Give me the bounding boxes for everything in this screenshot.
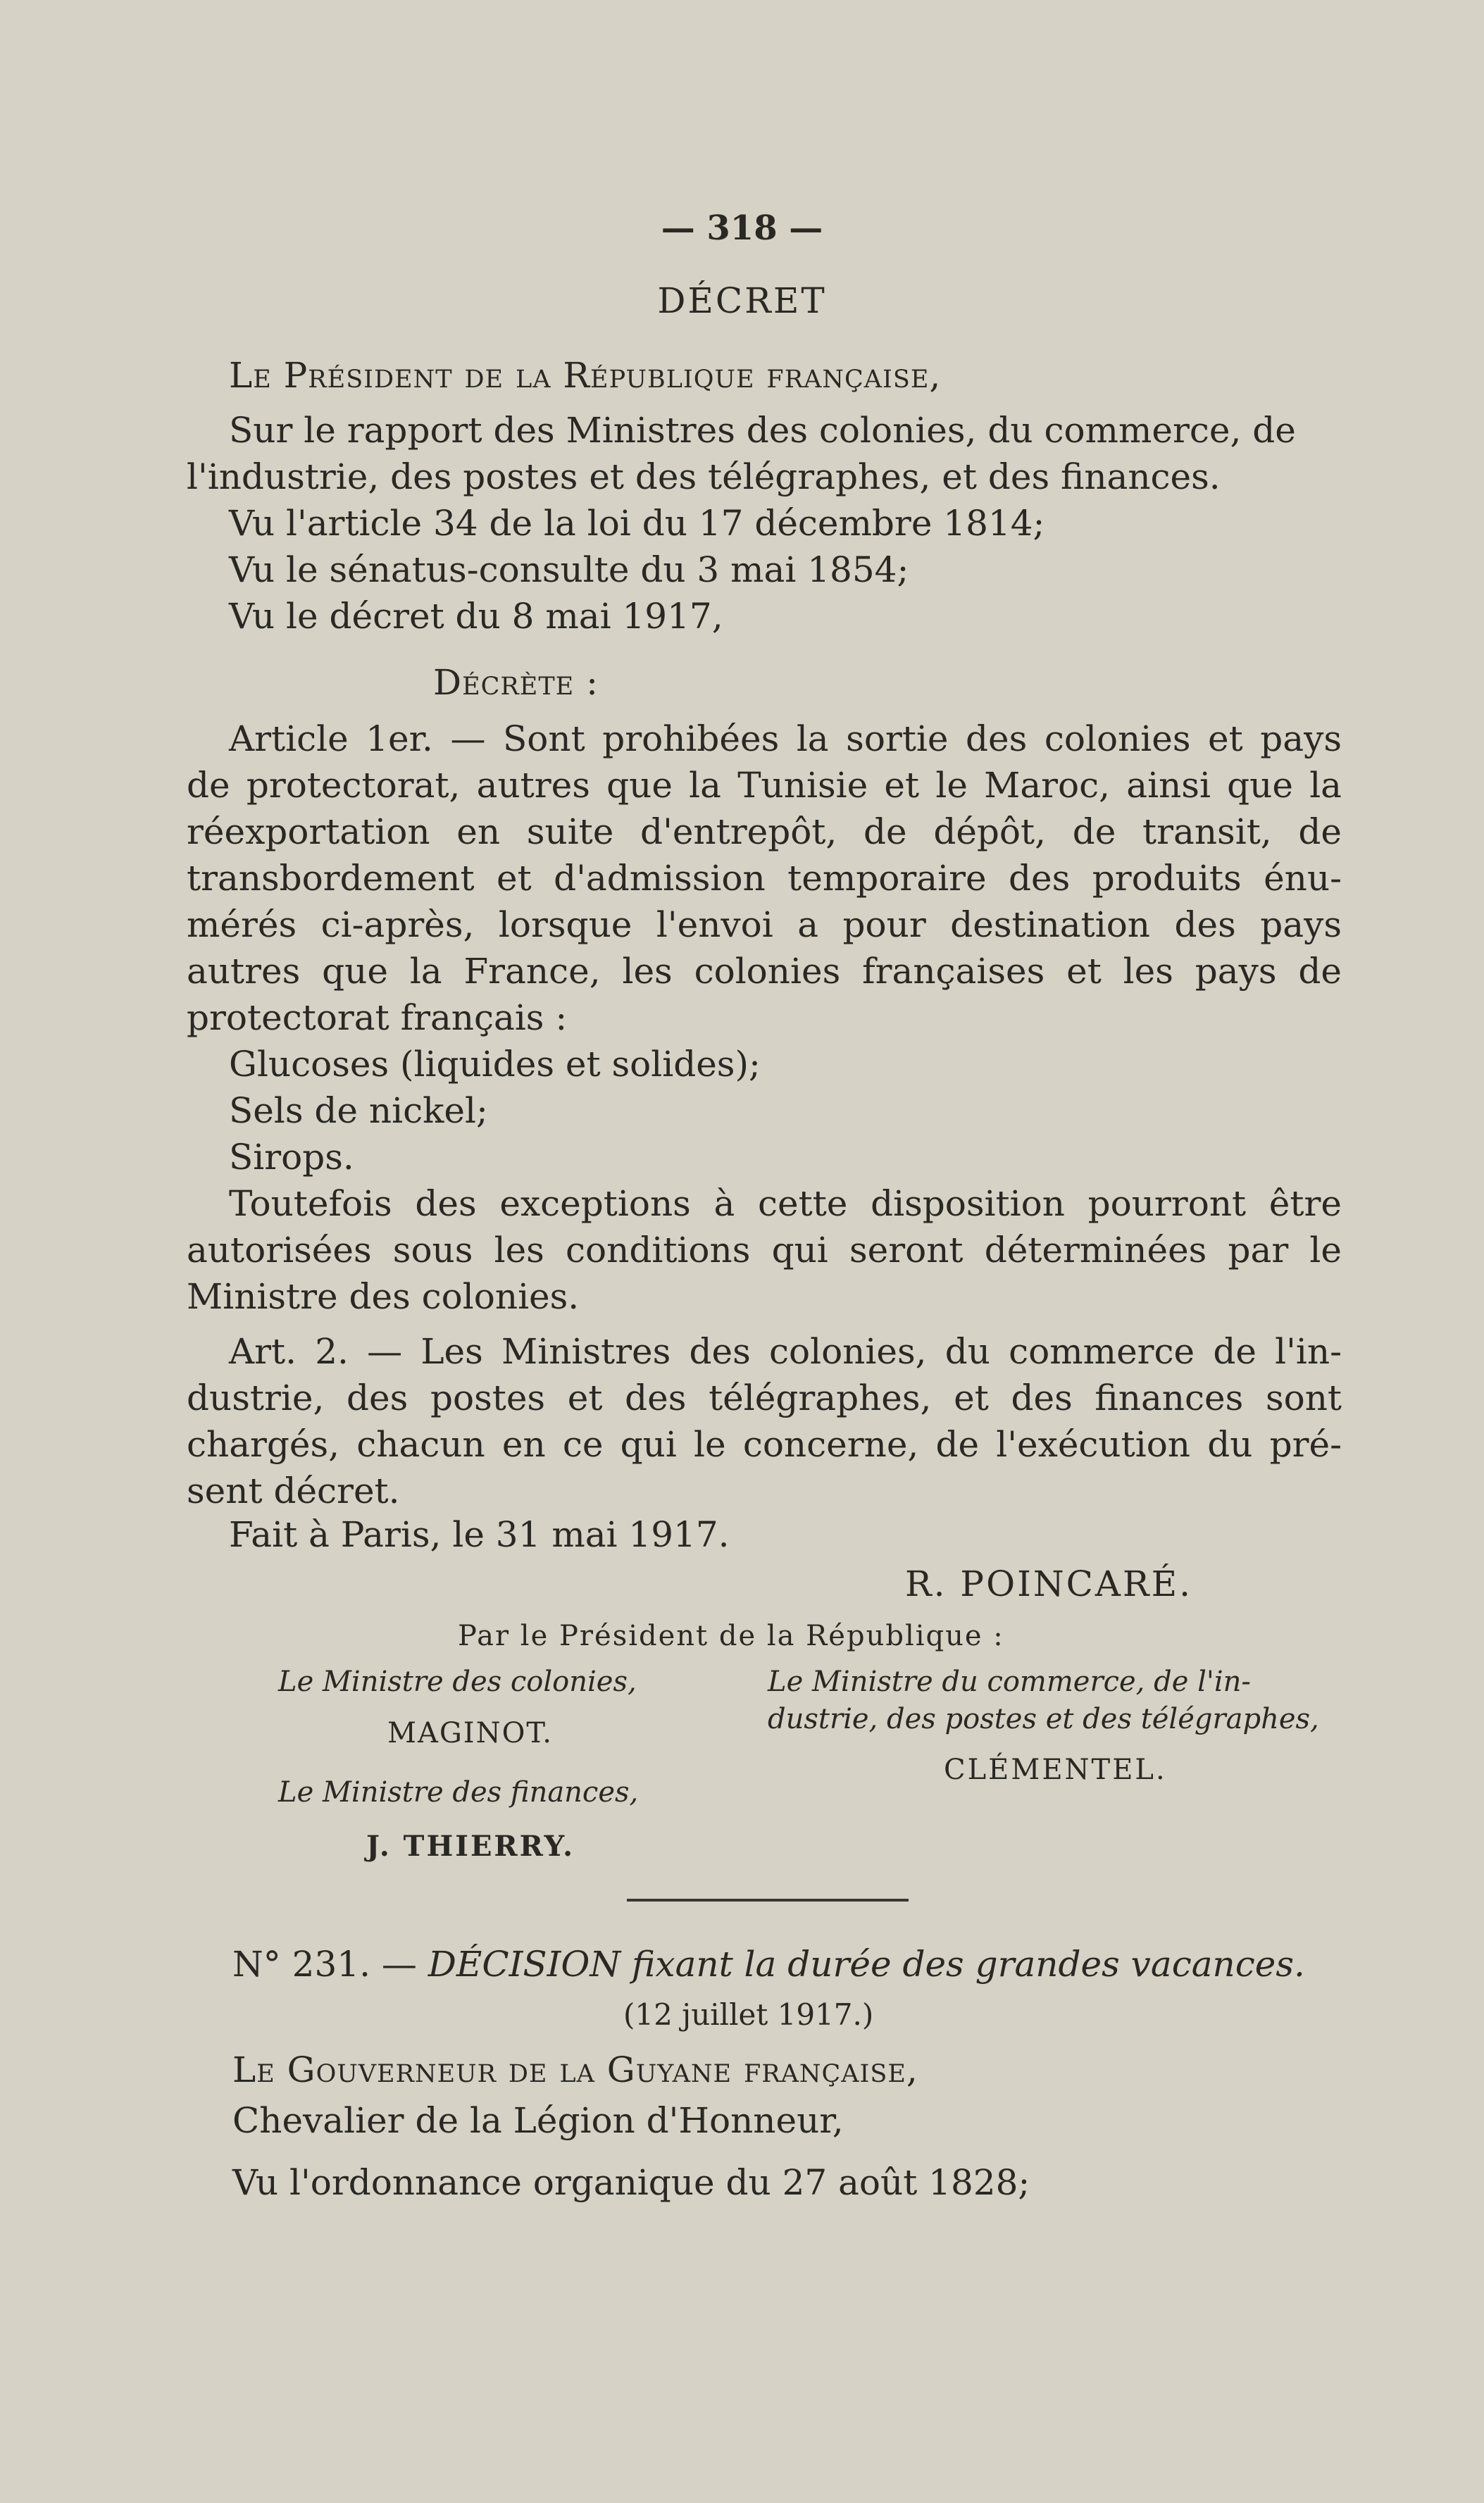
product-item: Sirops.: [229, 1137, 354, 1178]
page-number: — 318 —: [661, 208, 823, 248]
done-at-line: Fait à Paris, le 31 mai 1917.: [229, 1514, 730, 1555]
minister-finances-name: J. THIERRY.: [366, 1830, 575, 1863]
exceptions-line: Toutefois des exceptions à cette disposition pourront être: [229, 1183, 1342, 1224]
countersign-intro: Par le Président de la République :: [458, 1620, 1004, 1652]
decision-heading: [232, 1941, 1305, 1987]
article1-line: protectorat français :: [187, 997, 568, 1038]
decision-vu-ordonnance: Vu l'ordonnance organique du 27 août 1828;: [232, 2162, 1030, 2203]
section-divider: [627, 1899, 909, 1902]
decree-report-line-1: Sur le rapport des Ministres des colonies, du commerce, de: [229, 410, 1296, 451]
article1-line: mérés ci-après, lorsque l'envoi a pour destination des pays: [187, 904, 1342, 945]
minister-colonies-name: MAGINOT.: [387, 1717, 553, 1749]
exceptions-line: autorisées sous les conditions qui seront déterminées par le: [187, 1230, 1342, 1271]
article1-line: réexportation en suite d'entrepôt, de dépôt, de transit, de: [187, 811, 1342, 852]
minister-commerce-title-1: Le Ministre du commerce, de l'in-: [768, 1666, 1251, 1698]
president-signature: R. POINCARÉ.: [905, 1563, 1192, 1604]
decision-chevalier: Chevalier de la Légion d'Honneur,: [232, 2100, 844, 2141]
product-item: Sels de nickel;: [229, 1090, 488, 1131]
decree-vu-decret: Vu le décret du 8 mai 1917,: [229, 596, 723, 637]
minister-finances-title: Le Ministre des finances,: [278, 1776, 639, 1809]
minister-commerce-name: CLÉMENTEL.: [944, 1754, 1167, 1786]
minister-colonies-title: Le Ministre des colonies,: [278, 1666, 637, 1698]
decision-governor: Le Gouverneur de la Guyane française,: [232, 2049, 918, 2090]
decree-report-line-2: l'industrie, des postes et des télégraphes, et des finances.: [187, 456, 1221, 497]
article2-line: Art. 2. — Les Ministres des colonies, du commerce de l'in-: [229, 1331, 1342, 1372]
article2-line: dustrie, des postes et des télégraphes, et des finances sont: [187, 1378, 1342, 1418]
article1-line: Article 1er. — Sont prohibées la sortie des colonies et pays: [229, 718, 1342, 759]
decree-decrete: Décrète :: [433, 662, 599, 703]
decree-president-line: Le Président de la République française,: [229, 355, 942, 396]
decision-number: N° 231. —: [232, 1944, 417, 1985]
decree-vu-article: Vu l'article 34 de la loi du 17 décembre 1814;: [229, 503, 1045, 544]
article2-line: sent décret.: [187, 1471, 400, 1511]
decision-title: DÉCISION fixant la durée des grandes vacances.: [428, 1944, 1305, 1985]
article1-line: transbordement et d'admission temporaire des produits énu-: [187, 858, 1342, 899]
decree-heading: DÉCRET: [657, 280, 827, 321]
article1-line: de protectorat, autres que la Tunisie et le Maroc, ainsi que la: [187, 765, 1342, 806]
exceptions-line: Ministre des colonies.: [187, 1276, 580, 1317]
decree-vu-senatus: Vu le sénatus-consulte du 3 mai 1854;: [229, 549, 909, 590]
minister-commerce-title-2: dustrie, des postes et des télégraphes,: [768, 1703, 1319, 1735]
article1-line: autres que la France, les colonies françaises et les pays de: [187, 951, 1342, 992]
decision-date: (12 juillet 1917.): [623, 1997, 874, 2032]
product-item: Glucoses (liquides et solides);: [229, 1044, 761, 1085]
article2-line: chargés, chacun en ce qui le concerne, de l'exécution du pré-: [187, 1424, 1342, 1465]
